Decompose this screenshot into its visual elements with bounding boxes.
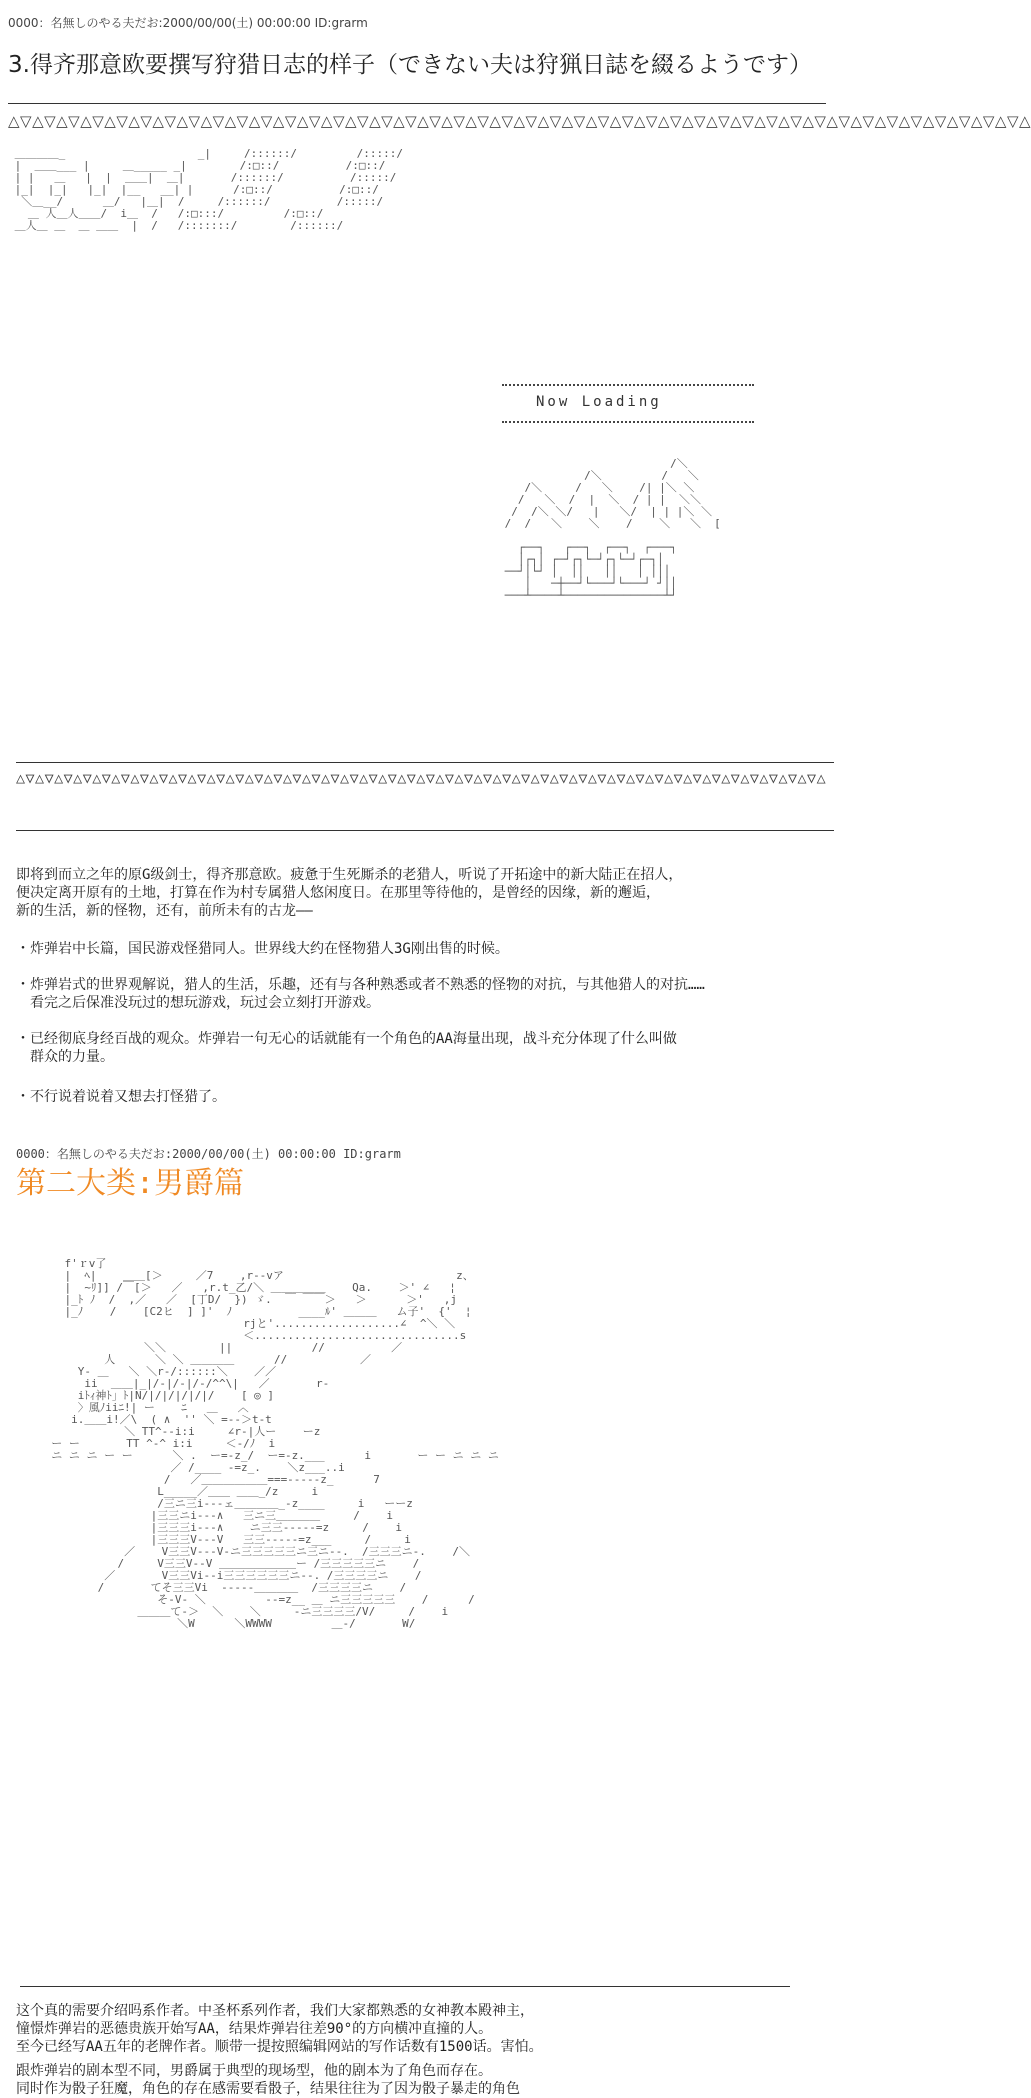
intro-paragraph: 即将到而立之年的原G级剑士，得齐那意欧。疲惫于生死厮杀的老猎人，听说了开拓途中的新大陆正在招人， 便决定离开原有的土地，打算在作为村专属猎人悠闲度日。在那里等待他的，是曾经的因缘，新的邂逅， 新的生活，新的怪物，还有，前所未有的古龙—— <box>16 867 683 919</box>
triangle-border-bottom: △▽△▽△▽△▽△▽△▽△▽△▽△▽△▽△▽△▽△▽△▽△▽△▽△▽△▽△▽△▽△▽△▽△▽△▽△▽△▽△▽△▽△▽△▽△▽△▽△▽△▽△▽△▽△▽△▽△▽△▽△▽△▽△ <box>16 769 827 787</box>
bullet-3: ・已经彻底身经百战的观众。炸弹岩一句无心的话就能有一个角色的AA海量出现，战斗充分体现了什么叫做 群众的力量。 <box>16 1031 677 1065</box>
divider <box>16 830 834 831</box>
ascii-art-character-scene: f'ｒv了 | ﾍ| ＿＿[＞ ／7 ,r--vア z、 | ~ﾘ]] /￣[＞ ／ ,r.t_乙/＼ ＿＿＿＿＿ Qa. ＞' ∠ ¦ |_ﾄ ﾉ / ,／ ／ [丁D/ }) ゞ. ￣ ￣￣＞ ＞ ＞' ,j |_ﾉ / [C2ヒ ] ]' ﾉ ____ﾙ' ＿＿＿ ム子' {' ¦ rjと'...................∠ ^＼ ＼ ＜...............................s ＼＼ || // ／ 人 ＼ ＼ ＿＿＿＿ // ／ Y- ＿ ＼ ＼r-/::::::＼ ／／ ii ＿＿|_|/-|/-|/-/^^\| ／ r- iﾄｨ神ﾄ」ﾄ|N/|/|/|/|/|/ [ ◎ ] 〉風ﾉiiﾆ!| ー ﾆ ＿ ︿ i.＿＿i!／\ ( ∧ '' ＼ =--＞t-t ＼ TT^--i:i ∠r-|人ー ーz ー ー TT ^-^ i:i ＜-/ﾉ i ニ ニ ニ ー ー ＼ . ー=-z_/ ー=-z.___ i ー ー ニ ニ ニ ／ /____ -=z_. ＼z___..i / ／＿＿＿＿＿＿===-----z_ 7 L_____／＿＿ ＿＿_/z i /三ニ三i---ェ＿＿＿＿_-z____ i ーーz |三三ニi---∧ 三ニ三＿＿＿＿ / i |三三三i---∧ ニ三三-----=z / i |三三三V---V 三三-----=z___ / i ／ V三三V---V-ニ三三三三三ニ三ニ--. /三三三ニ-. /＼ / V三三V--V ＿＿＿＿＿＿＿ー /三三三三三ニ / ／ V三三Vi--i三三三三三三ニ--. /三三三三ニ / / てそ三三Vi -----＿＿＿＿ /三三三三ニ / そ-V- ＼ --=z__ ＿ ニ三三三三三 / / ＿＿＿て-＞ ＼ ＼ -ニ三三三三/V/ / i ＼W ＼WWWW ＿-/ W/ <box>51 1257 499 1630</box>
bullet-2: ・炸弹岩式的世界观解说，猎人的生活，乐趣，还有与各种熟悉或者不熟悉的怪物的对抗，与其他猎人的对抗…… 看完之后保准没玩过的想玩游戏，玩过会立刻打开游戏。 <box>16 977 705 1011</box>
post-title: 3.得齐那意欧要撰写狩猎日志的样子（できない夫は狩猟日誌を綴るようです） <box>8 52 812 78</box>
loading-text: Now Loading <box>536 394 662 410</box>
ascii-art-banner: ＿＿＿＿_ _| /::::::/ /:::::/ | ＿＿___ | ＿_____ _| /:□::/ /:□::/ | | ＿ | | ＿＿| ＿| /::::::/ /:::::/ |_| |_| |_| |__ __| | /:□::/ /:□::/ ＼＿__/ ＿/ |＿| / /::::::/ /:::::/ ＿ 人＿人＿＿/ i＿ / /:□:::/ /:□::/ ＿人＿ ＿ ＿ ＿＿ | / /:::::::/ /::::::/ /＼ /＼ / ＼ /＼ / ＼ /| |＼ ＼ / ＼ / | ＼ / | | ＼＼ / /＼ ＼/ | ＼/ | | |＼ ＼ / / ＼ ＼ / ＼ ＼ [ ┌──┐ ┌──┐ ┌──┐ ┌───┐ │┌┐│ ┌─┘┌┐└─┘┌┐└─┘┌─┐│ ──┘│└┘ │ ││ ││ │ │││ │ ─┼──┘└───┘└───┘ ┘││ ───┴────┴───────────────┴┘ Now Loading △▽△▽△▽△▽△▽△▽△▽△▽△▽△▽△▽△▽△▽△▽△▽△▽△▽△▽△▽△▽△▽△▽△▽△▽△▽△▽△▽△▽△▽△▽△▽△▽△▽△▽△▽△▽△▽△▽△▽△▽△▽△▽△ 即将到而立之年的原G级剑士，得齐那意欧。疲惫于生死厮杀的老猎人，听说了开拓途中的新大陆正在招人， 便决定离开原有的土地，打算在作为村专属猎人悠闲度日。在那里等待他的，是曾经的因缘，新的邂逅， 新的生活，新的怪物，还有，前所未有的古龙—— ・炸弹岩中长篇，国民游戏怪猎同人。世界线大约在怪物猎人3G刚出售的时候。 ・炸弹岩式的世界观解说，猎人的生活，乐趣，还有与各种熟悉或者不熟悉的怪物的对抗，与其他猎人的对抗…… 看完之后保准没玩过的想玩游戏，玩过会立刻打开游戏。 ・已经彻底身经百战的观众。炸弹岩一句无心的话就能有一个角色的AA海量出现，战斗充分体现了什么叫做 群众的力量。 ・不行说着说着又想去打怪猎了。 0000：名無しのやる夫だお:2000/00/00(土) 00:00:00 ID:grarm 第二大类:男爵篇 f'ｒv了 | ﾍ| ＿＿[＞ ／7 ,r--vア z、 | ~ﾘ]] /￣[＞ ／ ,r.t_乙/＼ ＿＿＿＿＿ Qa. ＞' ∠ ¦ |_ﾄ ﾉ / ,／ ／ [丁D/ }) ゞ. ￣ ￣￣＞ ＞ ＞' ,j |_ﾉ / [C2ヒ ] ]' ﾉ ____ﾙ' ＿＿＿ ム子' {' ¦ rjと'...................∠ ^＼ ＼ ＜...............................s ＼＼ || // ／ 人 ＼ ＼ ＿＿＿＿ // ／ Y- ＿ ＼ ＼r-/::::::＼ ／／ ii ＿＿|_|/-|/-|/-/^^\| ／ r- iﾄｨ神ﾄ」ﾄ|N/|/|/|/|/|/ [ ◎ ] 〉風ﾉiiﾆ!| ー ﾆ ＿ ︿ i.＿＿i!／\ ( ∧ '' ＼ =--＞t-t ＼ TT^--i:i ∠r-|人ー ーz ー ー TT ^-^ i:i ＜-/ﾉ i ニ ニ ニ ー ー ＼ . ー=-z_/ ー=-z.___ i ー ー ニ ニ ニ ／ /____ -=z_. ＼z___..i / ／＿＿＿＿＿＿===-----z_ 7 L_____／＿＿ ＿＿_/z i /三ニ三i---ェ＿＿＿＿_-z____ i ーーz |三三ニi---∧ 三ニ三＿＿＿＿ / i |三三三i---∧ ニ三三-----=z / i |三三三V---V 三三-----=z___ / i ／ V三三V---V-ニ三三三三三ニ三ニ--. /三三三ニ-. /＼ / V三三V--V ＿＿＿＿＿＿＿ー /三三三三三ニ / ／ V三三Vi--i三三三三三三ニ--. /三三三三ニ / / てそ三三Vi -----＿＿＿＿ /三三三三ニ / そ-V- ＼ --=z__ ＿ ニ三三三三三 / / ＿＿＿て-＞ ＼ ＼ -ニ三三三三/V/ / i ＼W ＼WWWW ＿-/ W/ 这个真的需要介绍吗系作者。中圣杯系列作者，我们大家都熟悉的女神教本殿神主， 憧憬炸弹岩的恶德贵族开始写AA，结果炸弹岩往差90°的方向横冲直撞的人。 至今已经写AA五年的老牌作者。顺带一提按照编辑网站的写作话数有1500话。害怕。 跟炸弹岩的剧本型不同，男爵属于典型的现场型，他的剧本为了角色而存在。 同时作为骰子狂魔，角色的存在感需要看骰子，结果往往为了因为骰子暴走的角色 <box>8 148 403 616</box>
author-intro-paragraph: 这个真的需要介绍吗系作者。中圣杯系列作者，我们大家都熟悉的女神教本殿神主， 憧憬炸弹岩的恶德贵族开始写AA，结果炸弹岩往差90°的方向横冲直撞的人。 至今已经写AA五年的老牌作者。顺带一提按照编辑网站的写作话数有1500话。害怕。 <box>16 2003 543 2055</box>
section-title: 第二大类:男爵篇 <box>16 1166 245 1201</box>
bullet-4: ・不行说着说着又想去打怪猎了。 <box>16 1089 226 1105</box>
divider <box>20 1986 790 1987</box>
loading-line-top <box>502 384 754 386</box>
ascii-art-mountains-maze: /＼ /＼ / ＼ /＼ / ＼ /| |＼ ＼ / ＼ / | ＼ / | | ＼＼ / /＼ ＼/ | ＼/ | | |＼ ＼ / / ＼ ＼ / ＼ ＼ [ ┌──┐ ┌──┐ ┌──┐ ┌───┐ │┌┐│ ┌─┘┌┐└─┘┌┐└─┘┌─┐│ ──┘│└┘ │ ││ ││ │ │││ │ ─┼──┘└───┘└───┘ ┘││ ───┴────┴───────────────┴┘ <box>504 457 721 602</box>
bullet-1: ・炸弹岩中长篇，国民游戏怪猎同人。世界线大约在怪物猎人3G刚出售的时候。 <box>16 941 509 957</box>
author-style-paragraph: 跟炸弹岩的剧本型不同，男爵属于典型的现场型，他的剧本为了角色而存在。 同时作为骰子狂魔，角色的存在感需要看骰子，结果往往为了因为骰子暴走的角色 <box>16 2063 520 2097</box>
post-header: 0000：名無しのやる夫だお:2000/00/00(土) 00:00:00 ID:grarm <box>8 16 368 30</box>
divider <box>16 762 834 763</box>
divider <box>8 103 826 104</box>
post-header: 0000：名無しのやる夫だお:2000/00/00(土) 00:00:00 ID:grarm <box>16 1147 401 1161</box>
loading-line-bottom <box>502 421 754 423</box>
triangle-border-top: △▽△▽△▽△▽△▽△▽△▽△▽△▽△▽△▽△▽△▽△▽△▽△▽△▽△▽△▽△▽△▽△▽△▽△▽△▽△▽△▽△▽△▽△▽△▽△▽△▽△▽△▽△▽△▽△▽△▽△▽△▽△▽△ <box>8 112 1031 130</box>
